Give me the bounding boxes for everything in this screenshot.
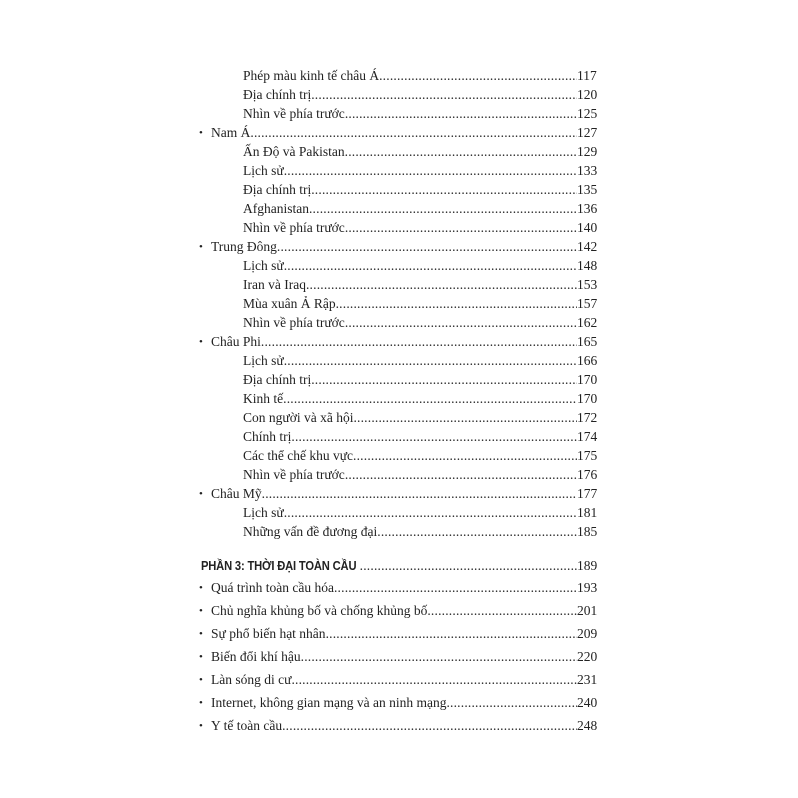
dot-leader	[282, 716, 577, 736]
bullet-icon: •	[199, 336, 203, 348]
toc-entry-label: Con người và xã hội	[243, 410, 354, 425]
toc-entry	[0, 351, 798, 371]
toc-entry-text	[243, 465, 577, 485]
toc-entry-label: Lịch sử	[243, 163, 284, 178]
toc-page-number: 140	[577, 220, 598, 235]
toc-entry-label: Kinh tế	[243, 391, 284, 406]
toc-entry-label: Ấn Độ và Pakistan	[243, 144, 345, 159]
toc-entry-text	[243, 351, 577, 371]
toc-entry-text	[243, 161, 577, 181]
dot-leader	[301, 647, 577, 667]
dot-leader	[284, 161, 577, 181]
dot-leader	[446, 693, 577, 713]
toc-entry-label: PHẦN 3: THỜI ĐẠI TOÀN CẦU	[201, 558, 357, 573]
dot-leader	[311, 370, 577, 390]
toc-entry	[0, 670, 798, 690]
toc-entry-label: Lịch sử	[243, 505, 284, 520]
dot-leader	[360, 556, 577, 576]
toc-entry-text	[243, 142, 577, 162]
toc-entry-text	[201, 556, 577, 576]
toc-entry-label: Địa chính trị	[243, 182, 312, 197]
toc-entry	[0, 332, 798, 352]
bullet-icon: •	[199, 605, 203, 617]
toc-page-number: 136	[577, 201, 598, 216]
toc-entry	[0, 601, 798, 621]
toc-entry-label: Internet, không gian mạng và an ninh mạng	[211, 695, 447, 710]
bullet-icon: •	[199, 720, 203, 732]
toc-entry-label: Sự phổ biến hạt nhân	[211, 626, 326, 641]
toc-entry-label: Quá trình toàn cầu hóa	[211, 580, 334, 595]
toc-entry	[0, 161, 798, 181]
toc-page-number: 129	[577, 144, 598, 159]
dot-leader	[250, 123, 577, 143]
toc-entry-label: Lịch sử	[243, 353, 284, 368]
toc-entry-label: Lịch sử	[243, 258, 284, 273]
toc-entry-text	[211, 647, 577, 667]
dot-leader	[311, 180, 577, 200]
toc-entry-text	[243, 256, 577, 276]
dot-leader	[334, 578, 577, 598]
toc-entry-label: Nhìn về phía trước	[243, 106, 345, 121]
toc-entry-text	[243, 180, 577, 200]
toc-page-number: 125	[577, 106, 598, 121]
toc-page-number: 185	[577, 524, 598, 539]
toc-entry-label: Nhìn về phía trước	[243, 467, 345, 482]
toc-page-number: 193	[577, 580, 598, 595]
toc-page-number: 176	[577, 467, 598, 482]
toc-entry-label: Chủ nghĩa khủng bố và chống khủng bố	[211, 603, 428, 618]
toc-entry	[0, 446, 798, 466]
toc-page-number: 189	[577, 558, 598, 573]
toc-page-number: 127	[577, 125, 598, 140]
toc-entry	[0, 408, 798, 428]
bullet-icon: •	[199, 697, 203, 709]
toc-entry-text	[243, 389, 577, 409]
toc-entry-label: Địa chính trị	[243, 87, 312, 102]
toc-entry	[0, 256, 798, 276]
toc-entry-label: Chính trị	[243, 429, 292, 444]
toc-entry-text	[243, 446, 577, 466]
dot-leader	[345, 218, 577, 238]
dot-leader	[306, 275, 577, 295]
toc-entry-text	[211, 578, 577, 598]
dot-leader	[262, 484, 577, 504]
toc-page-number: 174	[577, 429, 598, 444]
toc-entry-label: Afghanistan	[243, 201, 309, 216]
toc-entry	[0, 578, 798, 598]
toc-entry-label: Nhìn về phía trước	[243, 220, 345, 235]
toc-entry-text	[243, 275, 577, 295]
toc-entry	[0, 484, 798, 504]
dot-leader	[291, 427, 577, 447]
toc-entry	[0, 465, 798, 485]
dot-leader	[326, 624, 577, 644]
bullet-icon: •	[199, 488, 203, 500]
toc-entry-text	[211, 332, 577, 352]
toc-entry	[0, 294, 798, 314]
toc-entry-text	[211, 237, 577, 257]
toc-entry-text	[211, 693, 577, 713]
toc-entry-text	[243, 408, 577, 428]
toc-entry-label: Trung Đông	[211, 239, 277, 254]
toc-page-number: 209	[577, 626, 598, 641]
dot-leader	[283, 389, 577, 409]
dot-leader	[377, 522, 577, 542]
toc-page-number: 117	[577, 68, 597, 83]
toc-entry	[0, 104, 798, 124]
dot-leader	[284, 256, 577, 276]
toc-page-number: 153	[577, 277, 598, 292]
dot-leader	[427, 601, 577, 621]
toc-entry-label: Châu Mỹ	[211, 486, 262, 501]
toc-entry	[0, 647, 798, 667]
toc-entry-text	[243, 313, 577, 333]
toc-entry	[0, 123, 798, 143]
toc-entry-text	[211, 601, 577, 621]
dot-leader	[379, 66, 577, 86]
toc-page-number: 172	[577, 410, 598, 425]
toc-entry	[0, 522, 798, 542]
toc-entry-text	[211, 484, 577, 504]
toc-page-number: 231	[577, 672, 598, 687]
toc-entry-label: Phép màu kinh tế châu Á	[243, 68, 380, 83]
toc-entry	[0, 370, 798, 390]
toc-page-number: 165	[577, 334, 598, 349]
toc-page-number: 201	[577, 603, 598, 618]
dot-leader	[353, 446, 577, 466]
toc-page-number: 166	[577, 353, 598, 368]
toc-page-number: 133	[577, 163, 598, 178]
dot-leader	[284, 351, 577, 371]
toc-page-number: 135	[577, 182, 598, 197]
toc-entry-text	[211, 624, 577, 644]
toc-entry-text	[243, 503, 577, 523]
toc-entry	[0, 180, 798, 200]
toc-page-number: 157	[577, 296, 598, 311]
toc-page-number: 148	[577, 258, 598, 273]
toc-part-heading	[0, 556, 798, 576]
toc-entry	[0, 624, 798, 644]
toc-entry-text	[243, 85, 577, 105]
toc-entry-text	[243, 370, 577, 390]
dot-leader	[336, 294, 577, 314]
dot-leader	[353, 408, 577, 428]
toc-entry	[0, 716, 798, 736]
toc-page-number: 170	[577, 391, 598, 406]
toc-entry	[0, 237, 798, 257]
dot-leader	[345, 142, 577, 162]
toc-page-number: 248	[577, 718, 598, 733]
bullet-icon: •	[199, 582, 203, 594]
toc-entry	[0, 218, 798, 238]
dot-leader	[284, 503, 577, 523]
toc-entry	[0, 142, 798, 162]
bullet-icon: •	[199, 628, 203, 640]
toc-entry	[0, 693, 798, 713]
toc-entry	[0, 427, 798, 447]
toc-entry-text	[211, 716, 577, 736]
toc-page-number: 170	[577, 372, 598, 387]
toc-entry	[0, 313, 798, 333]
toc-entry-label: Y tế toàn cầu	[211, 718, 283, 733]
toc-page-number: 162	[577, 315, 598, 330]
toc-entry-text	[243, 427, 577, 447]
dot-leader	[291, 670, 577, 690]
toc-entry-label: Mùa xuân Ả Rập	[243, 296, 336, 311]
toc-entry-label: Châu Phi	[211, 334, 261, 349]
toc-page-number: 240	[577, 695, 598, 710]
toc-entry-label: Nam Á	[211, 125, 251, 140]
dot-leader	[311, 85, 577, 105]
toc-entry-label: Iran và Iraq	[243, 277, 306, 292]
toc-entry-label: Làn sóng di cư	[211, 672, 292, 687]
toc-entry-label: Địa chính trị	[243, 372, 312, 387]
toc-entry-text	[243, 199, 577, 219]
toc-entry-text	[243, 294, 577, 314]
toc-entry	[0, 66, 798, 86]
toc-entry-text	[243, 218, 577, 238]
toc-entry-text	[243, 104, 577, 124]
dot-leader	[309, 199, 577, 219]
dot-leader	[277, 237, 577, 257]
toc-entry	[0, 199, 798, 219]
dot-leader	[345, 465, 577, 485]
toc-entry-text	[243, 522, 577, 542]
toc-entry-text	[211, 123, 577, 143]
toc-entry	[0, 85, 798, 105]
dot-leader	[345, 313, 577, 333]
toc-page-number: 177	[577, 486, 598, 501]
dot-leader	[345, 104, 577, 124]
toc-page-number: 175	[577, 448, 598, 463]
toc-page-number: 142	[577, 239, 598, 254]
bullet-icon: •	[199, 651, 203, 663]
toc-page-number: 220	[577, 649, 598, 664]
bullet-icon: •	[199, 674, 203, 686]
toc-entry	[0, 275, 798, 295]
toc-page-number: 120	[577, 87, 598, 102]
dot-leader	[261, 332, 577, 352]
bullet-icon: •	[199, 127, 203, 139]
toc-page-number: 181	[577, 505, 598, 520]
toc-entry-label: Các thể chế khu vực	[243, 448, 354, 463]
toc-entry	[0, 389, 798, 409]
toc-entry-label: Biến đổi khí hậu	[211, 649, 301, 664]
toc-entry-label: Nhìn về phía trước	[243, 315, 345, 330]
toc-entry-text	[243, 66, 577, 86]
bullet-icon: •	[199, 241, 203, 253]
toc-entry-label: Những vấn đề đương đại	[243, 524, 378, 539]
toc-entry	[0, 503, 798, 523]
toc-entry-text	[211, 670, 577, 690]
